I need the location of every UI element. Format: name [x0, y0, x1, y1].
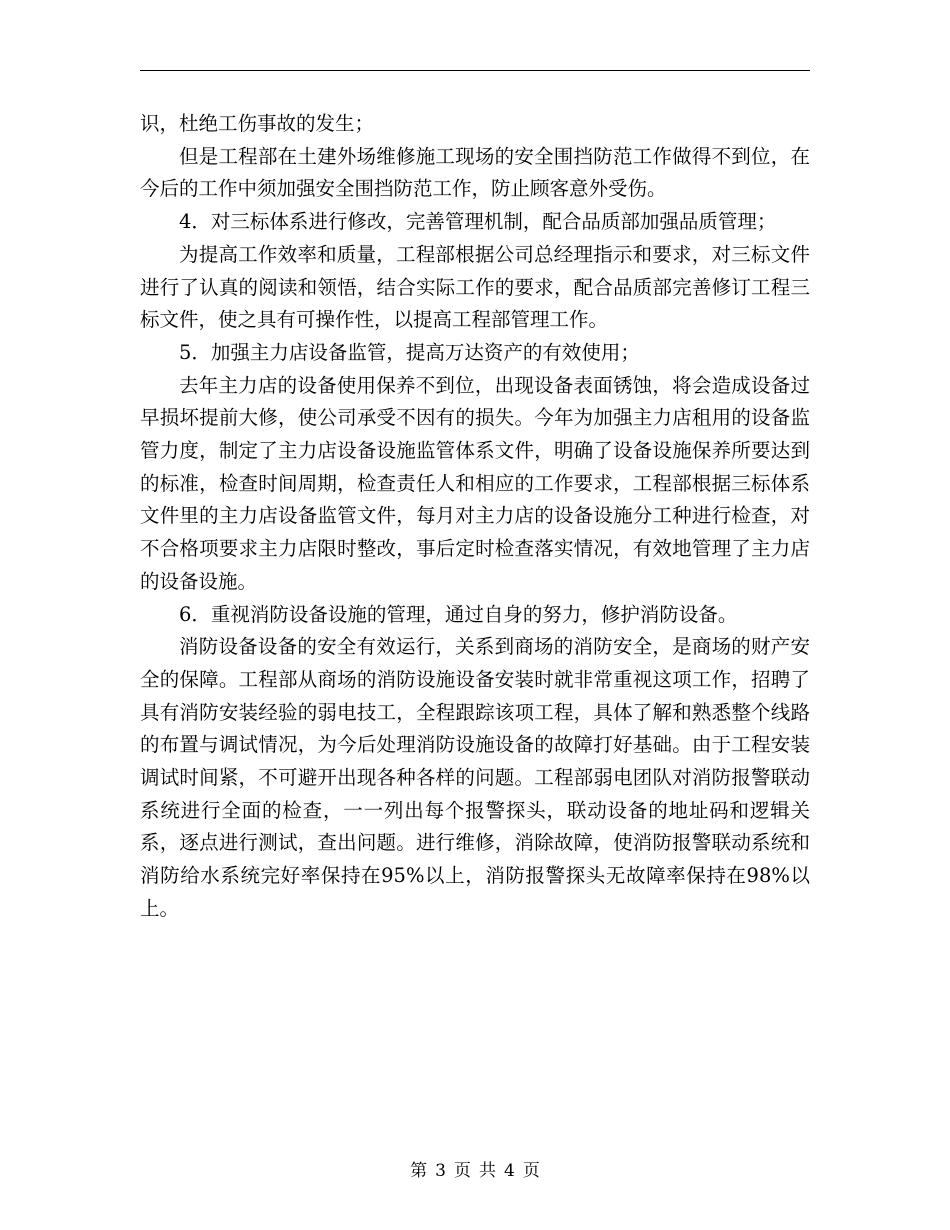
section-heading: 4．对三标体系进行修改，完善管理机制，配合品质部加强品质管理；: [179, 210, 777, 234]
paragraph: 识，杜绝工伤事故的发生；: [140, 112, 375, 135]
paragraph: 去年主力店的设备使用保养不到位，出现设备表面锈蚀，将会造成设备过早损坏提前大修，使公司承受不因有的损失。今年为加强主力店租用的设备监管力度，制定了主力店设备设施监管体系文件，明确了设备设施保养所要达到的标准，检查时间周期，检查责任人和相应的工作要求，工程部根据三标体系文件里的主力店设备监管文件，每月对主力店的设备设施分工种进行检查，对不合格项要求主力店限时整改，事后定时检查落实情况，有效地管理了主力店的设备设施。: [140, 373, 810, 593]
document-body: [140, 108, 810, 926]
paragraph: 为提高工作效率和质量，工程部根据公司总经理指示和要求，对三标文件进行了认真的阅读和领悟，结合实际工作的要求，配合品质部完善修订工程三标文件，使之具有可操作性，以提高工程部管理工作。: [140, 242, 810, 332]
paragraph: 但是工程部在土建外场维修施工现场的安全围挡防范工作做得不到位，在今后的工作中须加强安全围挡防范工作，防止顾客意外受伤。: [140, 144, 810, 201]
footer-total-word: 页: [522, 1161, 540, 1181]
section-heading: 5．加强主力店设备监管，提高万达资产的有效使用；: [179, 340, 640, 364]
footer-page-prefix: 第: [410, 1161, 428, 1181]
paragraph: 消防设备设备的安全有效运行，关系到商场的消防安全，是商场的财产安全的保障。工程部从商场的消防设施设备安装时就非常重视这项工作，招聘了具有消防安装经验的弱电技工，全程跟踪该项工程，具体了解和熟悉整个线路的布置与调试情况，为今后处理消防设施设备的故障打好基础。由于工程安装调试时间紧，不可避开出现各种各样的问题。工程部弱电团队对消防报警联动系统进行全面的检查，一一列出每个报警探头，联动设备的地址码和逻辑关系，逐点进行测试，查出问题。进行维修，消除故障，使消防报警联动系统和消防给水系统完好率保持在95%以上，消防报警探头无故障率保持在98%以上。: [140, 635, 810, 920]
footer-total-pages: 4: [504, 1161, 515, 1181]
footer-page-word: 页: [454, 1161, 471, 1181]
page-footer: [0, 1156, 950, 1181]
footer-total-prefix: 共: [479, 1161, 496, 1181]
header-rule: [140, 70, 810, 71]
section-heading: 6．重视消防设备设施的管理，通过自身的努力，修护消防设备。: [179, 602, 738, 626]
footer-page-number: 3: [435, 1161, 446, 1181]
